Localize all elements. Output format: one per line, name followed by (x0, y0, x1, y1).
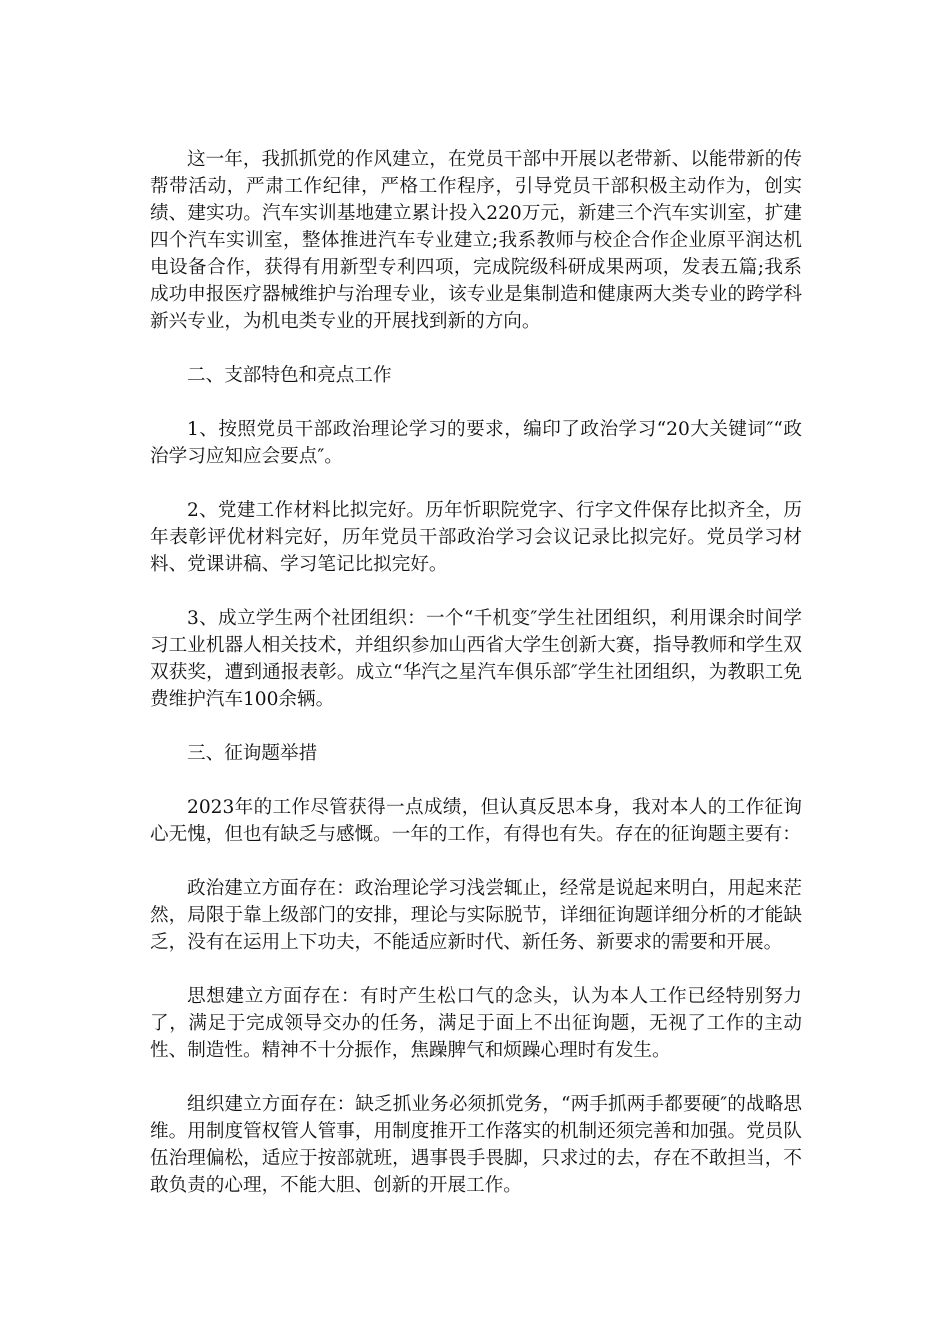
paragraph-highlight-3: 3、成立学生两个社团组织：一个“千机变″学生社团组织，利用课余时间学习工业机器人相关技术，并组织参加山西省大学生创新大赛，指导教师和学生双双获奖，遭到通报表彰。成立“华汽之星汽车俱乐部″学生社团组织，为教职工免费维护汽车100余辆。 (150, 608, 802, 710)
paragraph-organizational-construction: 组织建立方面存在：缺乏抓业务必须抓党务，“两手抓两手都要硬″的战略思维。用制度管权管人管事，用制度推开工作落实的机制还须完善和加强。党员队伍治理偏松，适应于按部就班，遇事畏手畏脚，只求过的去，存在不敢担当，不敢负责的心理，不能大胆、创新的开展工作。 (150, 1094, 802, 1196)
paragraph-work-style: 这一年，我抓抓党的作风建立，在党员干部中开展以老带新、以能带新的传帮带活动，严肃工作纪律，严格工作程序，引导党员干部积极主动作为，创实绩、建实功。汽车实训基地建立累计投入220万元，新建三个汽车实训室，扩建四个汽车实训室，整体推进汽车专业建立;我系教师与校企合作企业原平润达机电设备合作，获得有用新型专利四项，完成院级科研成果两项，发表五篇;我系成功申报医疗器械维护与治理专业，该专业是集制造和健康两大类专业的跨学科新兴专业，为机电类专业的开展找到新的方向。 (150, 149, 802, 332)
paragraph-self-reflection: 2023年的工作尽管获得一点成绩，但认真反思本身，我对本人的工作征询心无愧，但也有缺乏与感慨。一年的工作，有得也有失。存在的征询题主要有： (150, 797, 802, 845)
paragraph-ideological-construction: 思想建立方面存在：有时产生松口气的念头，认为本人工作已经特别努力了，满足于完成领导交办的任务，满足于面上不出征询题，无视了工作的主动性、制造性。精神不十分振作，焦躁脾气和烦躁心理时有发生。 (150, 986, 802, 1061)
section-heading-problems-measures: 三、征询题举措 (187, 743, 318, 764)
section-heading-branch-highlights: 二、支部特色和亮点工作 (187, 365, 392, 386)
paragraph-highlight-1: 1、按照党员干部政治理论学习的要求，编印了政治学习“20大关键词″“政治学习应知应会要点″。 (150, 419, 802, 467)
paragraph-highlight-2: 2、党建工作材料比拟完好。历年忻职院党字、行字文件保存比拟齐全，历年表彰评优材料完好，历年党员干部政治学习会议记录比拟完好。党员学习材料、党课讲稿、学习笔记比拟完好。 (150, 500, 802, 575)
document-page (150, 146, 802, 1226)
paragraph-political-construction: 政治建立方面存在：政治理论学习浅尝辄止，经常是说起来明白，用起来茫然，局限于靠上级部门的安排，理论与实际脱节，详细征询题详细分析的才能缺乏，没有在运用上下功夫，不能适应新时代、新任务、新要求的需要和开展。 (150, 878, 802, 953)
